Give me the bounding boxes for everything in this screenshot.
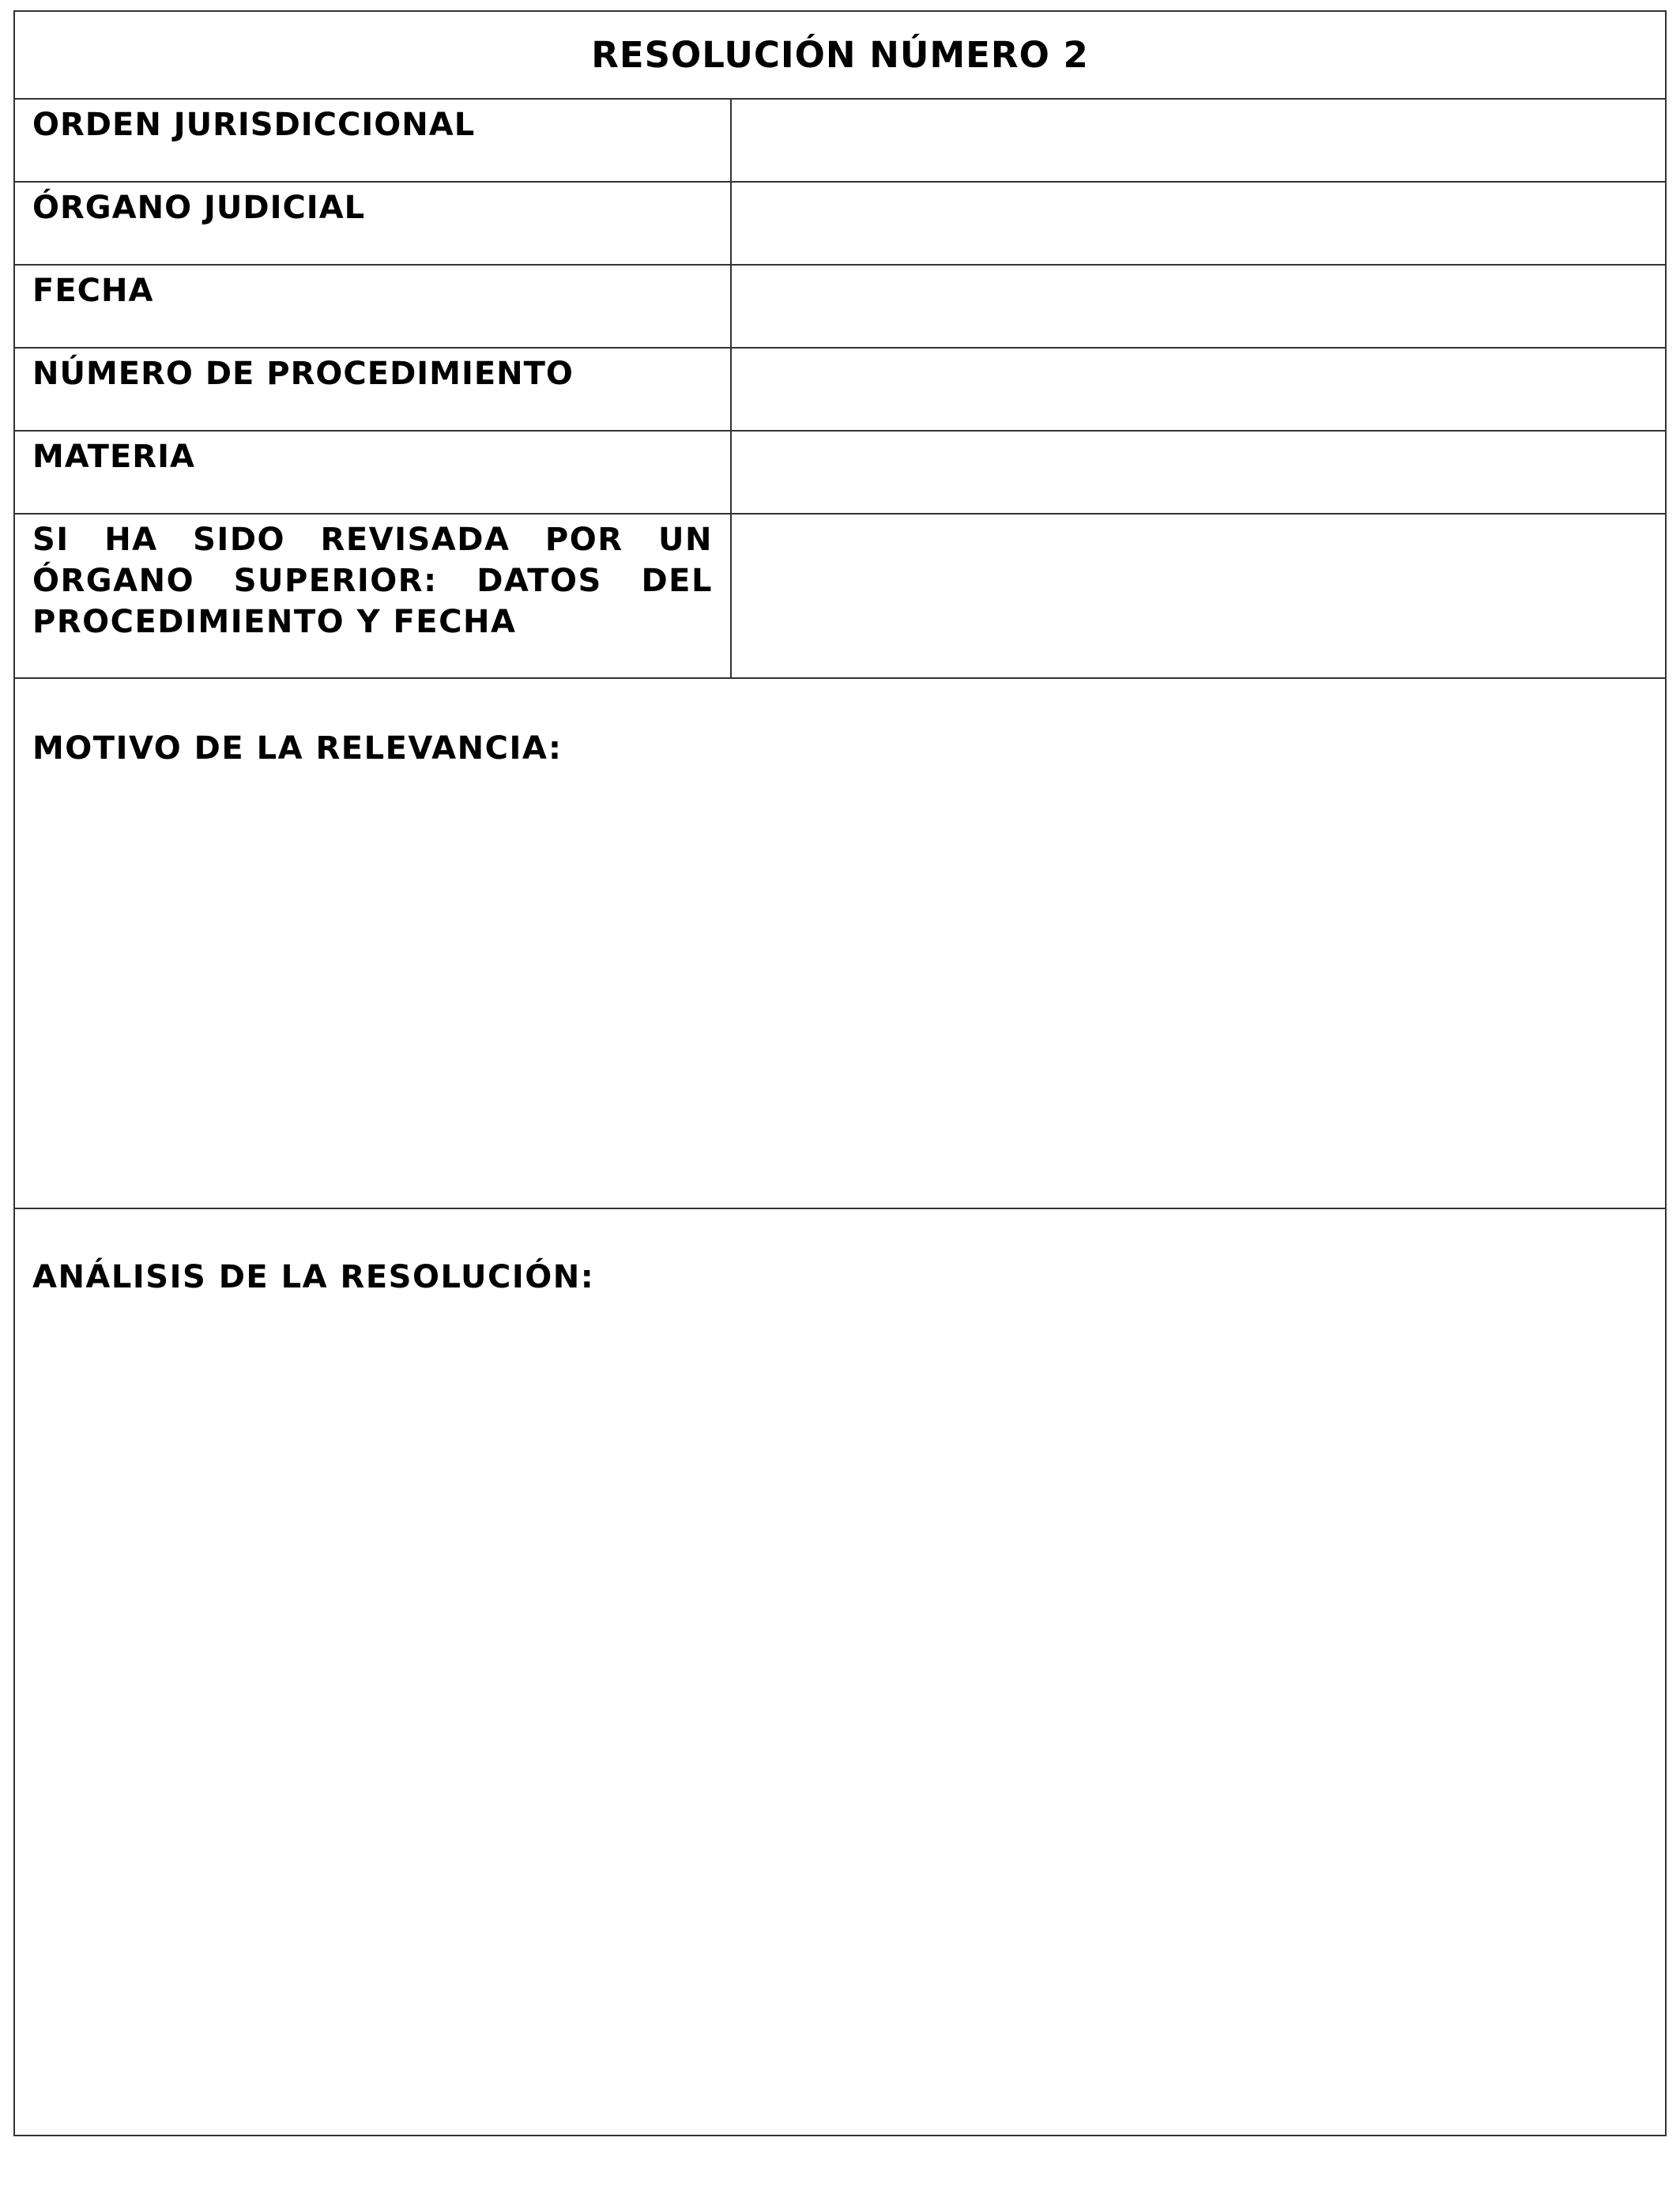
label-cell	[15, 266, 732, 347]
revision-organo-superior-label: SI HA SIDO REVISADA POR UN ÓRGANO SUPERIOR: DATOS DEL PROCEDIMIENTO Y FECHA	[32, 522, 713, 640]
fecha-label: FECHA	[32, 273, 154, 309]
motivo-relevancia-heading: MOTIVO DE LA RELEVANCIA:	[32, 730, 563, 767]
motivo-relevancia-section[interactable]	[15, 679, 1665, 1209]
materia-field[interactable]	[732, 432, 1665, 513]
numero-procedimiento-label: NÚMERO DE PROCEDIMIENTO	[32, 356, 574, 392]
form-title: RESOLUCIÓN NÚMERO 2	[591, 34, 1089, 76]
row-orden-jurisdiccional	[15, 100, 1665, 183]
row-revision-organo-superior	[15, 515, 1665, 679]
row-materia	[15, 432, 1665, 515]
label-cell	[15, 432, 732, 513]
label-cell	[15, 183, 732, 264]
label-cell	[15, 349, 732, 430]
analisis-resolucion-content[interactable]	[32, 1312, 1648, 2117]
title-row	[15, 12, 1665, 100]
analisis-resolucion-heading: ANÁLISIS DE LA RESOLUCIÓN:	[32, 1259, 595, 1295]
orden-jurisdiccional-label: ORDEN JURISDICCIONAL	[32, 107, 476, 143]
organo-judicial-label: ÓRGANO JUDICIAL	[32, 190, 366, 226]
numero-procedimiento-field[interactable]	[732, 349, 1665, 430]
label-cell	[15, 515, 732, 677]
materia-label: MATERIA	[32, 439, 195, 475]
label-cell	[15, 100, 732, 181]
orden-jurisdiccional-field[interactable]	[732, 100, 1665, 181]
row-organo-judicial	[15, 183, 1665, 266]
organo-judicial-field[interactable]	[732, 183, 1665, 264]
row-fecha	[15, 266, 1665, 349]
fecha-field[interactable]	[732, 266, 1665, 347]
analisis-resolucion-section[interactable]	[15, 1209, 1665, 2135]
motivo-relevancia-content[interactable]	[32, 782, 1648, 1190]
revision-organo-superior-field[interactable]	[732, 515, 1665, 677]
row-numero-procedimiento	[15, 349, 1665, 432]
resolution-form	[13, 10, 1667, 2136]
